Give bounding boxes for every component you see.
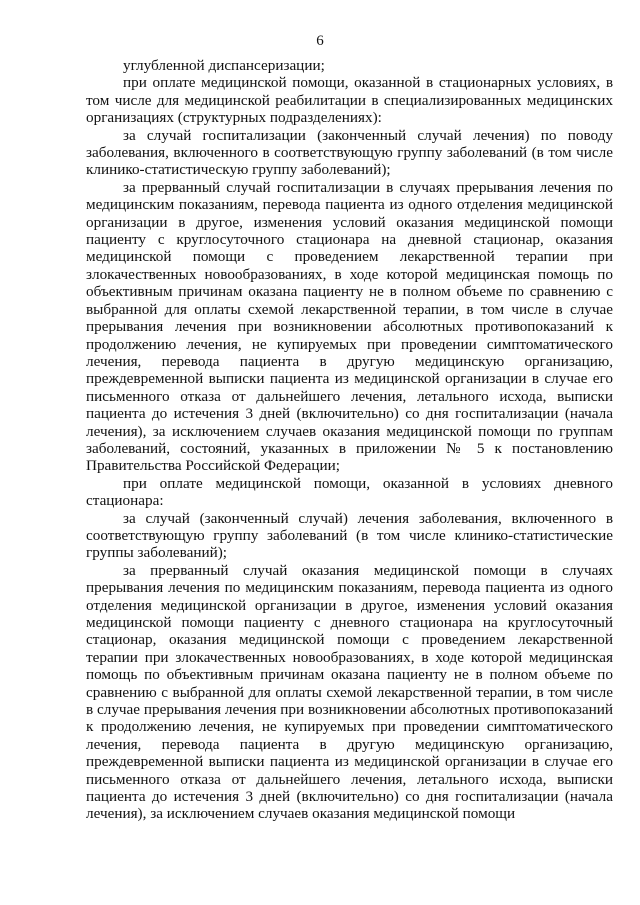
paragraph-day-hospital-case: за случай (законченный случай) лечения заболевания, включенного в соответствующую группу заболеваний (в том числе клинико-статистические группы заболеваний);: [86, 509, 613, 562]
paragraph-inpatient-payment: при оплате медицинской помощи, оказанной в стационарных условиях, в том числе для медицинской реабилитации в специализированных медицинских организациях (структурных подразделениях):: [86, 74, 613, 127]
paragraph-day-hospital-payment: при оплате медицинской помощи, оказанной в условиях дневного стационара:: [86, 474, 613, 510]
page-number: 6: [316, 33, 324, 49]
paragraph-interrupted-day-hospital-case: за прерванный случай оказания медицинской помощи в случаях прерывания лечения по медицинским показаниям, перевода пациента из одного отделения медицинской организации в другое, изменения условий оказания медицинской помощи пациенту с дневного стационара на круглосуточный стационар, оказания медицинской помощи с проведением лекарственной терапии при злокачественных новообразованиях, в ходе которой медицинская помощь по объективным причинам оказана пациенту не в полном объеме по сравнению с выбранной для оплаты схемой лекарственной терапии, в том числе в случае прерывания лечения при возникновении абсолютных противопоказаний к продолжению лечения, не купируемых при проведении симптоматического лечения, перевода пациента в другую медицинскую организацию, преждевременной выписки пациента из медицинской организации в случае его письменного отказа от дальнейшего лечения, летального исхода, выписки пациента до истечения 3 дней (включительно) со дня госпитализации (начала лечения), за исключением случаев оказания медицинской помощи: [86, 561, 613, 823]
paragraph-hospitalization-case: за случай госпитализации (законченный случай лечения) по поводу заболевания, включенного в соответствующую группу заболеваний (в том числе клинико-статистическую группу заболеваний);: [86, 126, 613, 179]
paragraph-interrupted-hospitalization: за прерванный случай госпитализации в случаях прерывания лечения по медицинским показаниям, перевода пациента из одного отделения медицинской организации в другое, изменения условий оказания медицинской помощи пациенту с круглосуточного стационара на дневной стационар, оказания медицинской помощи с проведением лекарственной терапии при злокачественных новообразованиях, в ходе которой медицинская помощь по объективным причинам оказана пациенту не в полном объеме по сравнению с выбранной для оплаты схемой лекарственной терапии, в том числе в случае прерывания лечения при возникновении абсолютных противопоказаний к продолжению лечения, не купируемых при проведении симптоматического лечения, перевода пациента в другую медицинскую организацию, преждевременной выписки пациента из медицинской организации в случае его письменного отказа от дальнейшего лечения, летального исхода, выписки пациента до истечения 3 дней (включительно) со дня госпитализации (начала лечения), за исключением случаев оказания медицинской помощи по группам заболеваний, состояний, указанных в приложении № 5 к постановлению Правительства Российской Федерации;: [86, 178, 613, 475]
paragraph-continuation: углубленной диспансеризации;: [123, 57, 325, 74]
document-body: [86, 57, 613, 823]
